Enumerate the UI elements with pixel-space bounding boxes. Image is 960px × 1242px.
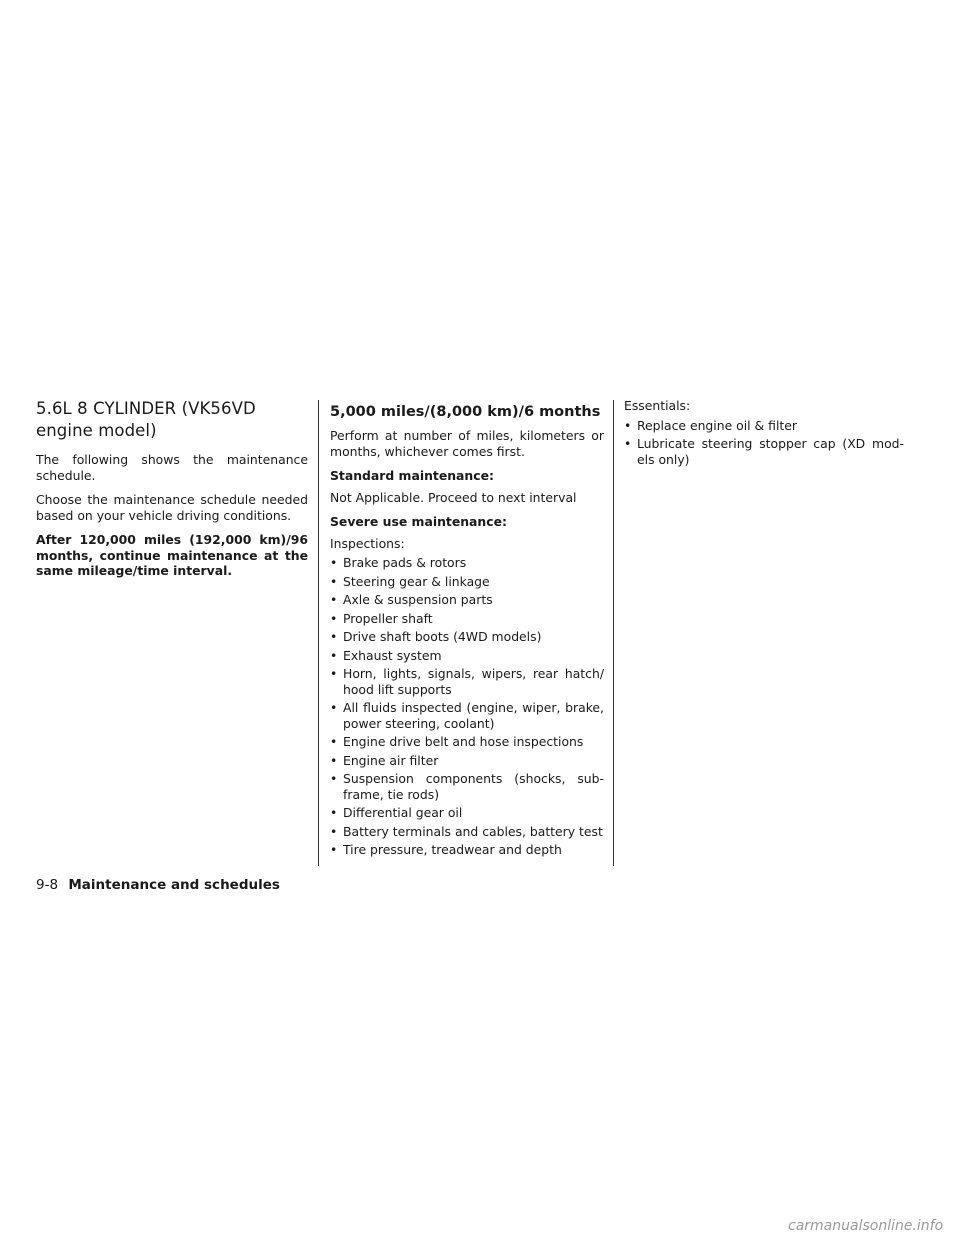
column-middle xyxy=(330,398,604,861)
list-item: • Tire pressure, treadwear and depth xyxy=(330,842,604,858)
list-item: • Differential gear oil xyxy=(330,805,604,821)
list-item: • Horn, lights, signals, wipers, rear hatch/ hood lift supports xyxy=(330,666,604,697)
severe-maintenance-heading: Severe use maintenance: xyxy=(330,514,507,529)
list-item: • Axle & suspension parts xyxy=(330,592,604,608)
standard-maintenance-text: Not Applicable. Proceed to next interval xyxy=(330,489,577,505)
column-left xyxy=(36,398,308,588)
inspections-list xyxy=(330,555,604,858)
list-item: • All fluids inspected (engine, wiper, brake, power steering, coolant) xyxy=(330,700,604,731)
list-item: • Propeller shaft xyxy=(330,611,604,627)
essentials-label: Essentials: xyxy=(624,398,691,413)
interval-intro: Perform at number of miles, kilometers or months, whichever comes first. xyxy=(330,428,604,459)
column-divider-right xyxy=(613,400,614,866)
chapter-title: Maintenance and schedules xyxy=(68,877,280,893)
list-item: • Steering gear & linkage xyxy=(330,574,604,590)
list-item: • Suspension components (shocks, sub-frame, tie rods) xyxy=(330,771,604,802)
page-footer xyxy=(36,876,280,894)
list-item: • Brake pads & rotors xyxy=(330,555,604,571)
interval-title: 5,000 miles/(8,000 km)/6 months xyxy=(330,404,601,420)
choose-schedule-paragraph: Choose the maintenance schedule needed based on your vehicle driving conditions. xyxy=(36,492,308,523)
section-title: 5.6L 8 CYLINDER (VK56VD engine model) xyxy=(36,399,256,440)
page-number: 9-8 xyxy=(36,877,59,893)
list-item: • Engine drive belt and hose inspections xyxy=(330,734,604,750)
inspections-label: Inspections: xyxy=(330,535,405,551)
standard-maintenance-heading: Standard maintenance: xyxy=(330,468,494,483)
list-item: • Exhaust system xyxy=(330,648,604,664)
list-item: • Lubricate steering stopper cap (XD mod-els only) xyxy=(624,436,904,467)
interval-note-paragraph: After 120,000 miles (192,000 km)/96 months, continue maintenance at the same mileage/time interval. xyxy=(36,532,308,578)
list-item: • Drive shaft boots (4WD models) xyxy=(330,629,604,645)
schedule-intro-paragraph: The following shows the maintenance schedule. xyxy=(36,452,308,483)
column-divider-left xyxy=(318,400,319,866)
list-item: • Battery terminals and cables, battery test xyxy=(330,824,604,840)
list-item: • Engine air filter xyxy=(330,753,604,769)
watermark: carmanualsonline.info xyxy=(788,1218,944,1234)
essentials-list xyxy=(624,418,904,468)
column-right xyxy=(624,398,904,470)
list-item: • Replace engine oil & filter xyxy=(624,418,904,434)
